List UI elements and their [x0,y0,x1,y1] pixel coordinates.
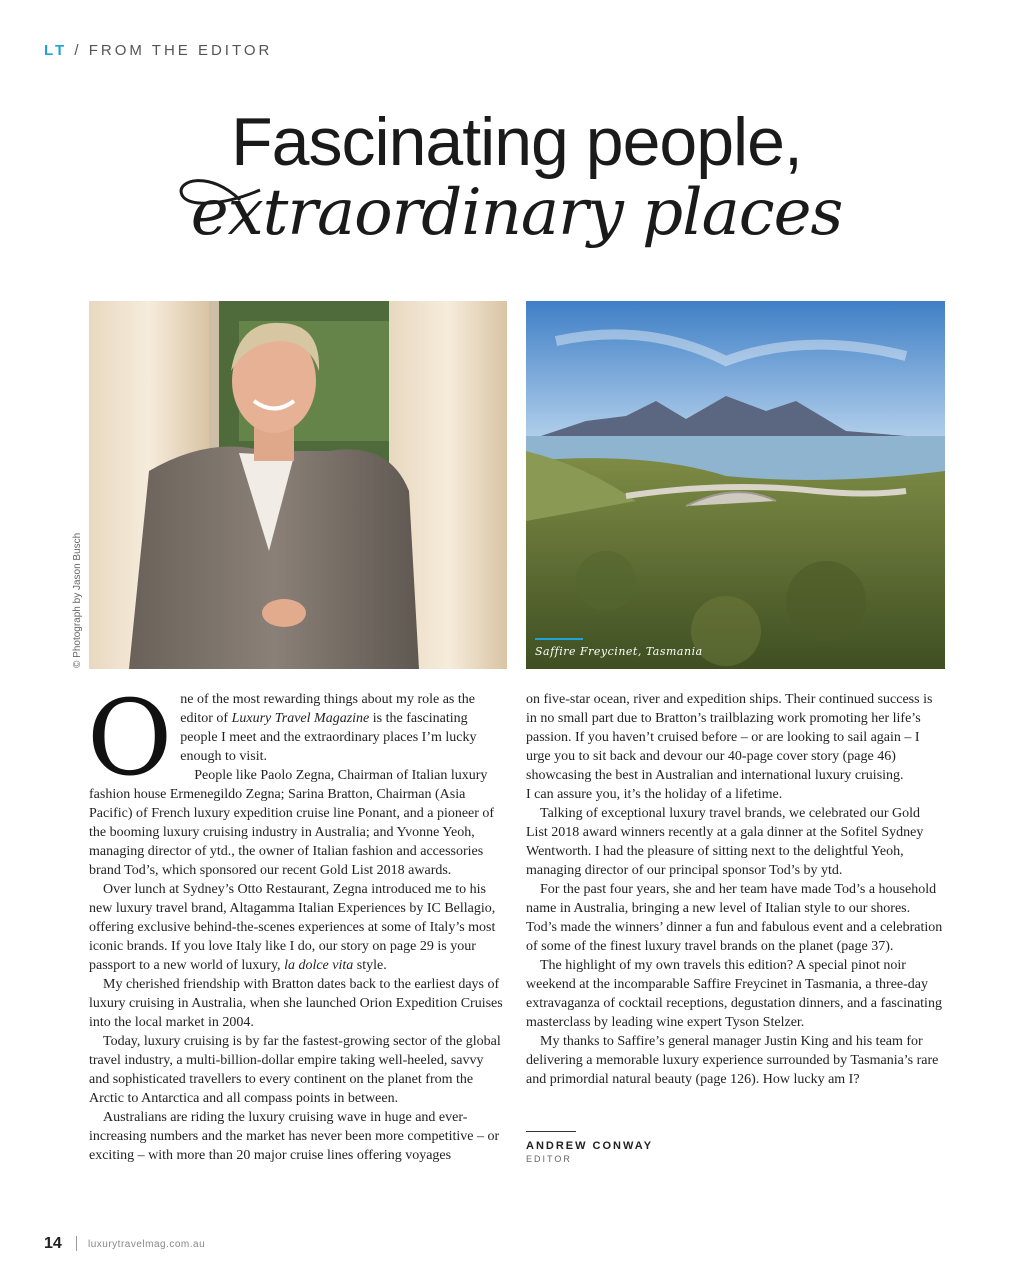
section-header [44,42,272,59]
page-number: 14 [44,1235,62,1252]
subheadline: extraordinary places [190,176,843,250]
photo-caption: Saffire Freycinet, Tasmania [535,645,703,658]
signature-name: ANDREW CONWAY [526,1140,654,1152]
paragraph: on five-star ocean, river and expedition ships. Their continued success is in no small part due to Bratton’s trailblazing work promoting her life’s passion. If you haven’t cruised before – or are looking to sail again – I urge you to sit back and devour our 40-page cover story (page 46) showcasing the best in Australian and international luxury cruising. [526,692,933,783]
article-column-left [87,677,507,1165]
saffire-freycinet-photo [526,301,945,669]
paragraph: Today, luxury cruising is by far the fastest-growing sector of the global travel industry, a multi-billion-dollar empire taking well-heeled, savvy and sophisticated travellers to every continent on the planet from the Arctic to Antarctica and all compass points in between. [89,1034,501,1106]
footer-divider [76,1236,77,1251]
paragraph: I can assure you, it’s the holiday of a lifetime. [526,787,783,802]
caption-rule [535,638,583,640]
brand-mark: LT [44,42,68,59]
paragraph: Australians are riding the luxury cruising wave in huge and ever-increasing numbers and the market has never been more competitive – or exciting – with more than 20 major cruise lines offering voyages [89,1110,500,1163]
signature-rule [526,1131,576,1132]
section-label: / FROM THE EDITOR [67,42,273,59]
photo-credit: © Photograph by Jason Busch [72,532,83,668]
paragraph: ne of the most rewarding things about my role as the editor of Luxury Travel Magazine is the fascinating people I meet and the extraordinary places I’m lucky enough to visit. [180,692,477,764]
paragraph: My thanks to Saffire’s general manager Justin King and his team for delivering a memorable luxury experience surrounded by Tasmania’s rare and primordial natural beauty (page 126). How lucky am I? [526,1034,939,1087]
drop-cap: O [87,677,173,799]
article-column-right [526,690,944,1089]
footer-url: luxurytravelmag.com.au [88,1239,206,1250]
signature-title: EDITOR [526,1154,572,1164]
paragraph: People like Paolo Zegna, Chairman of Italian luxury fashion house Ermenegildo Zegna; Sarina Bratton, Chairman (Asia Pacific) of French luxury expedition cruise line Ponant, and a pioneer of the booming luxury cruising industry in Australia; and Yvonne Yeoh, managing director of ytd., the owner of Italian fashion and accessories brand Tod’s, which sponsored our recent Gold List 2018 awards. [89,768,495,878]
headline: Fascinating people, [231,104,802,180]
paragraph: My cherished friendship with Bratton dates back to the earliest days of luxury cruising in Australia, when she launched Orion Expedition Cruises into the local market in 2004. [89,977,503,1030]
paragraph: The highlight of my own travels this edition? A special pinot noir weekend at the incomparable Saffire Freycinet in Tasmania, a three-day extravaganza of cocktail receptions, degustation dinners, and a fascinating masterclass by leading wine expert Tyson Stelzer. [526,958,942,1030]
editor-portrait-photo [89,301,507,669]
paragraph: Over lunch at Sydney’s Otto Restaurant, Zegna introduced me to his new luxury travel brand, Altagamma Italian Experiences by IC Bellagio, offering exclusive behind-the-scenes experiences at some of Italy’s most iconic brands. If you love Italy like I do, our story on page 29 is your passport to a new world of luxury, la dolce vita style. [89,882,496,973]
paragraph: For the past four years, she and her team have made Tod’s a household name in Australia, bringing a new level of Italian style to our shores. Tod’s made the winners’ dinner a fun and fabulous event and a celebration of some of the finest luxury travel brands on the planet (page 37). [526,882,943,954]
paragraph: Talking of exceptional luxury travel brands, we celebrated our Gold List 2018 award winners recently at a gala dinner at the Sofitel Sydney Wentworth. I had the pleasure of sitting next to the delightful Yeoh, managing director of our principal sponsor Tod’s by ytd. [526,806,924,878]
